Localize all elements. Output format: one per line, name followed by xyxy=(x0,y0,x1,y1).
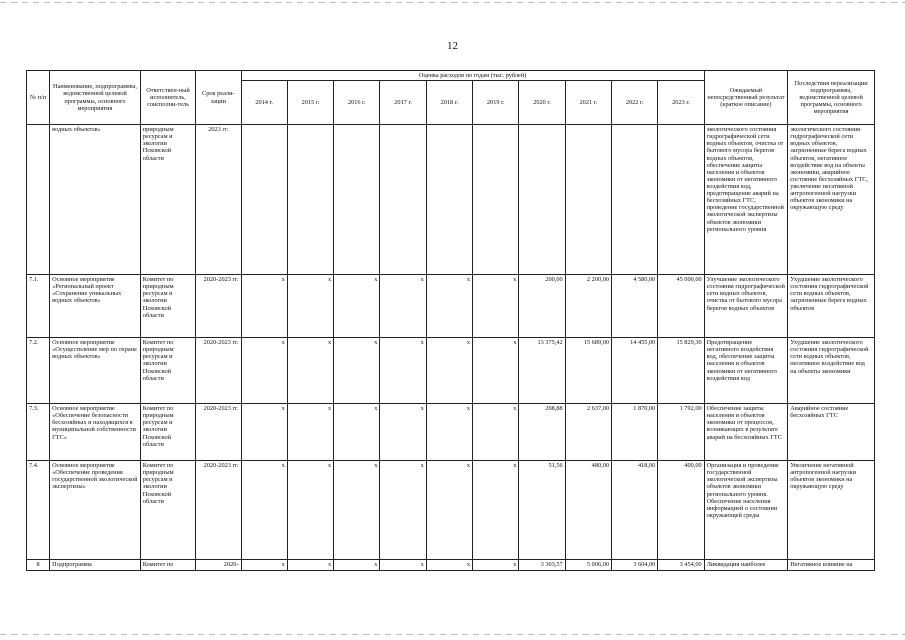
cost-cell: x xyxy=(287,461,333,560)
header-executor: Ответствен-ный исполнитель, соисполни-тель xyxy=(140,71,195,125)
row-term: 2020- xyxy=(196,560,241,571)
cost-cell: 5 006,00 xyxy=(565,560,611,571)
cost-cell: 2 637,00 xyxy=(565,404,611,461)
row-num xyxy=(27,125,50,275)
header-year: 2014 г. xyxy=(241,81,287,125)
row-executor: Комитет по природным ресурсам и экологии Псковской области xyxy=(140,275,195,338)
cost-cell xyxy=(565,125,611,275)
cost-cell: x xyxy=(334,404,380,461)
cost-cell: x xyxy=(287,404,333,461)
header-result: Ожидаемый непосредственный результат (краткое описание) xyxy=(704,71,788,125)
row-result: Обеспечение защиты населения и объектов экономики от процессов, возникающих в результате аварий на бесхозяйных ГТС xyxy=(704,404,788,461)
row-executor: Комитет по природным ресурсам и экологии Псковской области xyxy=(140,404,195,461)
cost-cell: 1 870,00 xyxy=(612,404,658,461)
page-number: 12 xyxy=(447,40,458,52)
row-term: 2020-2023 гг. xyxy=(196,338,241,404)
cost-cell: 3 604,00 xyxy=(612,560,658,571)
row-result: Улучшение экологического состояния гидрографической сети водных объектов, очистка от бытового мусора берегов водных объектов xyxy=(704,275,788,338)
row-result: Ликвидация наиболее xyxy=(704,560,788,571)
row-consequences: Негативное влияние на xyxy=(788,560,875,571)
row-name: Основное мероприятие «Региональный проект «Сохранение уникальных водных объектов» xyxy=(50,275,141,338)
cost-cell: 15 689,00 xyxy=(565,338,611,404)
header-consequences: Последствия нереализации подпрограммы, ведомственной целевой программы, основного мероприятия xyxy=(788,71,875,125)
table-header xyxy=(27,71,875,125)
row-consequences: Увеличение негативной антропогенной нагрузки объектов экономики на окружающую среду xyxy=(788,461,875,560)
cost-cell: x xyxy=(334,275,380,338)
table-row xyxy=(27,275,875,338)
cost-cell: x xyxy=(380,404,426,461)
header-num: № п/п xyxy=(27,71,50,125)
program-measures-table xyxy=(26,70,875,571)
cost-cell: 15 829,30 xyxy=(658,338,704,404)
cost-cell: x xyxy=(426,275,472,338)
header-name: Наименование, подпрограммы, ведомственной целевой программы, основного мероприятия xyxy=(50,71,141,125)
scan-artifact-top xyxy=(0,2,905,3)
row-result: экологического состояния гидрографической сети водных объектов, очистка от бытового мусора берегов водных объектов, обеспечение защиты населения и объектов экономики от негативного воздействия вод, предотвращение аварий на бесхозяйных ГТС, проведение государственной экологической экспертизы объектов экономики регионального уровня xyxy=(704,125,788,275)
cost-cell xyxy=(380,125,426,275)
cost-cell xyxy=(612,125,658,275)
cost-cell: 45 000,00 xyxy=(658,275,704,338)
cost-cell: 14 455,00 xyxy=(612,338,658,404)
cost-cell: 480,00 xyxy=(565,461,611,560)
header-year: 2022 г. xyxy=(612,81,658,125)
cost-cell: x xyxy=(426,338,472,404)
row-name: Основное мероприятие «Осуществление мер по охране водных объектов» xyxy=(50,338,141,404)
table-row xyxy=(27,560,875,571)
row-num: 7.2. xyxy=(27,338,50,404)
cost-cell xyxy=(519,125,565,275)
row-num: 8 xyxy=(27,560,50,571)
header-year: 2019 г. xyxy=(473,81,519,125)
row-num: 7.1. xyxy=(27,275,50,338)
row-result: Организация и проведение государственной экологической экспертизы объектов экономики регионального уровня. Обеспечение населения информацией о состоянии окружающей среды xyxy=(704,461,788,560)
cost-cell: x xyxy=(287,338,333,404)
row-term: 2020-2023 гг. xyxy=(196,275,241,338)
cost-cell: x xyxy=(241,560,287,571)
table-row xyxy=(27,404,875,461)
table-row xyxy=(27,125,875,275)
row-executor: Комитет по xyxy=(140,560,195,571)
cost-cell: 4 580,00 xyxy=(612,275,658,338)
cost-cell xyxy=(426,125,472,275)
row-num: 7.4. xyxy=(27,461,50,560)
cost-cell: x xyxy=(334,461,380,560)
cost-cell: 1 792,00 xyxy=(658,404,704,461)
cost-cell: x xyxy=(380,461,426,560)
scan-artifact-bottom xyxy=(0,634,905,635)
cost-cell xyxy=(473,125,519,275)
cost-cell: x xyxy=(287,275,333,338)
cost-cell: x xyxy=(241,404,287,461)
row-consequences: Ухудшение экологического состояния гидрографической сети водных объектов, негативное воздействие вод на объекты экономики xyxy=(788,338,875,404)
cost-cell: x xyxy=(473,338,519,404)
cost-cell xyxy=(334,125,380,275)
cost-cell: x xyxy=(473,461,519,560)
cost-cell: x xyxy=(334,338,380,404)
cost-cell xyxy=(658,125,704,275)
row-executor: Комитет по природным ресурсам и экологии Псковской области xyxy=(140,338,195,404)
cost-cell: x xyxy=(380,275,426,338)
header-year: 2023 г. xyxy=(658,81,704,125)
cost-cell xyxy=(241,125,287,275)
cost-cell: x xyxy=(473,275,519,338)
cost-cell: x xyxy=(380,338,426,404)
row-consequences: Аварийное состояние бесхозяйных ГТС xyxy=(788,404,875,461)
row-term: 2020-2023 гг. xyxy=(196,404,241,461)
cost-cell: x xyxy=(334,560,380,571)
header-year: 2015 г. xyxy=(287,81,333,125)
row-term: 2020-2023 гг. xyxy=(196,461,241,560)
row-num: 7.3. xyxy=(27,404,50,461)
cost-cell: 3 303,57 xyxy=(519,560,565,571)
cost-cell: 400,00 xyxy=(658,461,704,560)
cost-cell: x xyxy=(241,275,287,338)
cost-cell: 418,00 xyxy=(612,461,658,560)
header-year: 2020 г. xyxy=(519,81,565,125)
cost-cell: 200,00 xyxy=(519,275,565,338)
cost-cell: x xyxy=(473,560,519,571)
row-name: Основное мероприятие «Обеспечение безопасности бесхозяйных и находящихся в муниципальной собственности ГТС» xyxy=(50,404,141,461)
row-executor: природным ресурсам и экологии Псковской области xyxy=(140,125,195,275)
row-name: Подпрограмма xyxy=(50,560,141,571)
cost-cell: x xyxy=(241,338,287,404)
cost-cell: x xyxy=(380,560,426,571)
cost-cell: x xyxy=(426,461,472,560)
header-term: Срок реали-зации xyxy=(196,71,241,125)
row-consequences: экологического состояния гидрографической сети водных объектов, загрязненные берега водных объектов, негативное воздействие вод на объекты экономики, аварийное состояние бесхозяйных ГТС, увеличение негативной антропогенной нагрузки объектов экономики на окружающую среду xyxy=(788,125,875,275)
cost-cell: x xyxy=(473,404,519,461)
cost-cell: 2 200,00 xyxy=(565,275,611,338)
row-name: Основное мероприятие «Обеспечение проведения государственной экологической экспертизы» xyxy=(50,461,141,560)
cost-cell: 13 375,42 xyxy=(519,338,565,404)
row-result: Предотвращение негативного воздействия вод, обеспечение защиты населения и объектов экономики от негативного воздействия вод xyxy=(704,338,788,404)
table-row xyxy=(27,461,875,560)
header-year: 2021 г. xyxy=(565,81,611,125)
cost-cell: x xyxy=(426,404,472,461)
cost-cell: x xyxy=(241,461,287,560)
header-year: 2016 г. xyxy=(334,81,380,125)
header-year: 2017 г. xyxy=(380,81,426,125)
row-term: 2023 гг. xyxy=(196,125,241,275)
cost-cell: 208,88 xyxy=(519,404,565,461)
row-name: водных объектов» xyxy=(50,125,141,275)
header-year: 2018 г. xyxy=(426,81,472,125)
cost-cell xyxy=(287,125,333,275)
cost-cell: x xyxy=(287,560,333,571)
cost-cell: 3 454,00 xyxy=(658,560,704,571)
header-cost-group: Оценка расходов по годам (тыс. рублей) xyxy=(241,71,704,81)
row-executor: Комитет по природным ресурсам и экологии Псковской области xyxy=(140,461,195,560)
cost-cell: 51,56 xyxy=(519,461,565,560)
table-row xyxy=(27,338,875,404)
cost-cell: x xyxy=(426,560,472,571)
row-consequences: Ухудшение экологического состояния гидрографической сети водных объектов, загрязненные берега водных объектов xyxy=(788,275,875,338)
